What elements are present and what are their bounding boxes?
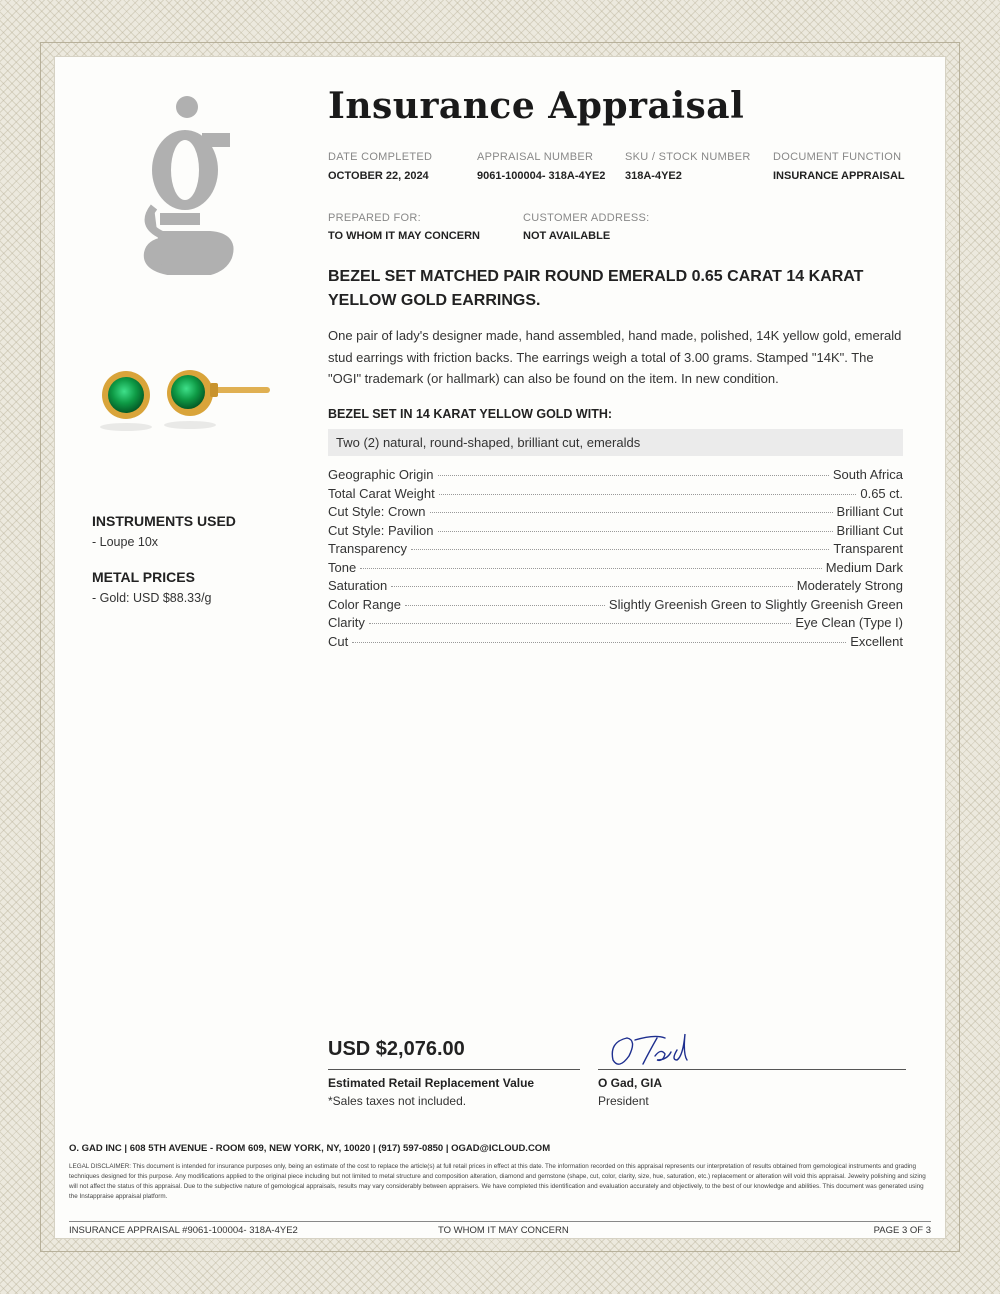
tax-note: *Sales taxes not included.: [328, 1094, 467, 1108]
spec-row: [328, 560, 903, 579]
footer-recipient: TO WHOM IT MAY CONCERN: [438, 1225, 569, 1236]
spec-row: [328, 578, 903, 597]
spec-row: [328, 523, 903, 542]
meta-label-appraisal-number: APPRAISAL NUMBER: [477, 151, 594, 163]
meta-value-appraisal-number: 9061-100004- 318A-4YE2: [477, 170, 606, 182]
value-label: Estimated Retail Replacement Value: [328, 1076, 535, 1090]
spec-row: [328, 467, 903, 486]
prepared-for-label: PREPARED FOR:: [328, 212, 421, 224]
handwritten-signature: [605, 1030, 705, 1070]
spec-value: Excellent: [850, 633, 903, 649]
footer-page-number: PAGE 3 OF 3: [873, 1225, 931, 1236]
meta-label-function: DOCUMENT FUNCTION: [773, 151, 902, 163]
spec-row: [328, 486, 903, 505]
meta-value-function: INSURANCE APPRAISAL: [773, 170, 905, 182]
gem-summary: Two (2) natural, round-shaped, brilliant cut, emeralds: [328, 429, 903, 456]
metal-prices-value: - Gold: USD $88.33/g: [92, 591, 212, 605]
spec-value: Medium Dark: [825, 559, 903, 575]
prepared-for-value: TO WHOM IT MAY CONCERN: [328, 230, 480, 242]
spec-value: Moderately Strong: [796, 578, 903, 593]
dot-leader: [405, 605, 605, 606]
spec-value: 0.65 ct.: [860, 485, 903, 501]
dot-leader: [352, 642, 846, 643]
footer-divider: [69, 1221, 931, 1222]
dot-leader: [438, 475, 829, 476]
spec-key: Tone: [328, 559, 357, 575]
spec-value: Brilliant Cut: [836, 504, 903, 519]
dot-leader: [360, 568, 822, 569]
spec-row: [328, 504, 903, 523]
dot-leader: [411, 549, 829, 550]
dot-leader: [430, 512, 833, 513]
meta-value-sku: 318A-4YE2: [625, 170, 682, 182]
dot-leader: [369, 623, 792, 624]
dot-leader: [439, 494, 857, 495]
spec-key: Saturation: [328, 578, 388, 593]
value-divider: [328, 1069, 580, 1070]
specs-list: [328, 467, 903, 652]
setting-heading: BEZEL SET IN 14 KARAT YELLOW GOLD WITH:: [328, 407, 613, 421]
meta-label-date: DATE COMPLETED: [328, 151, 433, 163]
spec-key: Cut: [328, 633, 349, 649]
spec-value: Eye Clean (Type I): [795, 615, 903, 630]
customer-address-value: NOT AVAILABLE: [523, 230, 611, 242]
signature-divider: [598, 1069, 906, 1070]
spec-row: [328, 615, 903, 634]
spec-key: Geographic Origin: [328, 467, 434, 482]
document-title: Insurance Appraisal: [328, 85, 745, 127]
item-description: One pair of lady's designer made, hand assembled, hand made, polished, 14K yellow gold, emerald stud earrings with friction backs. The earrings weigh a total of 3.00 grams. Stamped "14K". The "OGI" trademark (or hallmark) can also be found on the item. In new condition.: [328, 328, 902, 386]
spec-key: Transparency: [328, 541, 407, 556]
spec-key: Color Range: [328, 596, 401, 612]
appraiser-name: O Gad, GIA: [598, 1076, 663, 1090]
appraised-value: USD $2,076.00: [328, 1038, 465, 1060]
spec-key: Total Carat Weight: [328, 485, 435, 501]
appraiser-role: President: [598, 1094, 649, 1108]
spec-value: Brilliant Cut: [836, 522, 903, 538]
spec-value: Transparent: [833, 541, 903, 556]
ogi-g-logo-icon: [140, 95, 235, 275]
instruments-heading: INSTRUMENTS USED: [92, 513, 236, 529]
spec-value: South Africa: [832, 467, 903, 482]
meta-label-sku: SKU / STOCK NUMBER: [625, 151, 751, 163]
meta-value-date: OCTOBER 22, 2024: [328, 170, 429, 182]
spec-key: Cut Style: Pavilion: [328, 522, 434, 538]
customer-address-label: CUSTOMER ADDRESS:: [523, 212, 650, 224]
spec-row: [328, 597, 903, 616]
dot-leader: [438, 531, 833, 532]
emerald-stud-earrings-image: [92, 355, 282, 435]
spec-key: Clarity: [328, 615, 365, 630]
instruments-value: - Loupe 10x: [92, 535, 159, 549]
metal-prices-heading: METAL PRICES: [92, 569, 195, 585]
item-title: BEZEL SET MATCHED PAIR ROUND EMERALD 0.65 CARAT 14 KARAT YELLOW GOLD EARRINGS.: [328, 268, 864, 309]
spec-row: [328, 634, 903, 653]
spec-key: Cut Style: Crown: [328, 504, 426, 519]
spec-row: [328, 541, 903, 560]
footer-appraisal-ref: INSURANCE APPRAISAL #9061-100004- 318A-4YE2: [69, 1225, 298, 1236]
spec-value: Slightly Greenish Green to Slightly Greenish Green: [608, 596, 903, 612]
legal-disclaimer: LEGAL DISCLAIMER: This document is intended for insurance purposes only, being an estimate of the cost to replace the article(s) at full retail prices in effect at this date. The information recorded on this appraisal represents our interpretation of results obtained from gemological instruments and grading techniques designed for this purpose. Any modifications applied to the original piece including but not limited to metal structure and composition alteration, diamond and gemstone (shape, cut, color, clarity, size, hue, saturation, etc.) replacement or alteration will void this appraisal. Jewelry polishing and sizing will not affect the status of this appraisal. Due to the subjective nature of gemological appraisals, results may vary considerably between appraisers. We have completed this identification and evaluation accurately and objectively, to the best of our knowledge and abilities. This document was generated using the Instappraise appraisal platform.: [69, 1163, 926, 1200]
company-info: O. GAD INC | 608 5TH AVENUE - ROOM 609, NEW YORK, NY, 10020 | (917) 597-0850 | OGAD@ICLOUD.COM: [69, 1143, 551, 1154]
dot-leader: [391, 586, 793, 587]
